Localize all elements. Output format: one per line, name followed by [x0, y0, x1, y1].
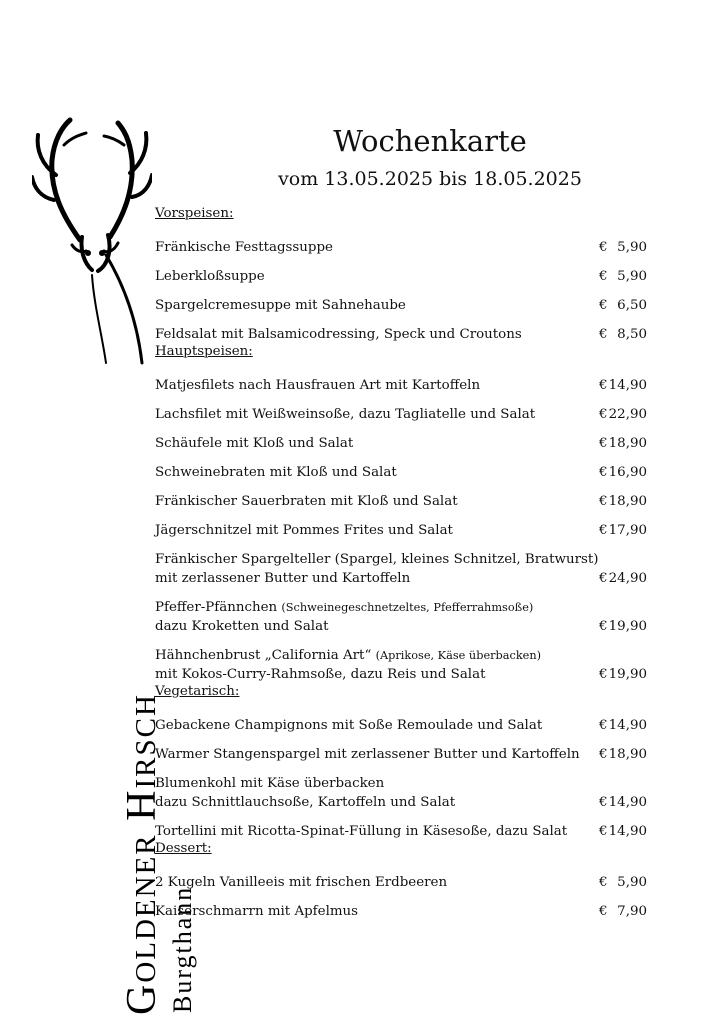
- menu-item-price: [599, 716, 647, 735]
- price-value: 24,90: [608, 571, 647, 586]
- menu-item-price: [599, 793, 647, 812]
- currency-symbol: €: [599, 875, 608, 890]
- price-value: 14,90: [608, 824, 647, 839]
- menu-item-text: Schweinebraten mit Kloß und Salat: [155, 465, 397, 480]
- currency-symbol: €: [599, 747, 608, 762]
- menu-item-text: Matjesfilets nach Hausfrauen Art mit Kartoffeln: [155, 378, 481, 393]
- menu-item-text: Fränkischer Sauerbraten mit Kloß und Salat: [155, 494, 458, 509]
- menu-item: [155, 315, 647, 344]
- menu-item-line: [155, 376, 480, 395]
- menu-item-line: [155, 550, 599, 569]
- menu-item-line: [155, 646, 541, 665]
- menu-item-line: [155, 617, 533, 636]
- price-value: 14,90: [608, 718, 647, 733]
- menu-item-note: (Aprikose, Käse überbacken): [375, 649, 542, 662]
- price-value: 5,90: [617, 875, 647, 890]
- currency-symbol: €: [599, 436, 608, 451]
- menu-item-text: Kaiserschmarrn mit Apfelmus: [155, 904, 359, 919]
- menu-item-text: Pfeffer-Pfännchen: [155, 600, 278, 615]
- menu-item-line: [155, 665, 541, 684]
- section-title: Vegetarisch:: [155, 684, 240, 699]
- price-value: 18,90: [608, 747, 647, 762]
- menu-item-price: [599, 873, 647, 892]
- menu-item-line: [155, 745, 580, 764]
- menu-item-line: [155, 463, 397, 482]
- menu-item-price: [599, 434, 647, 453]
- menu-item-text: Leberkloßsuppe: [155, 269, 265, 284]
- menu-item-line: [155, 238, 333, 257]
- menu-item: [155, 511, 647, 540]
- currency-symbol: €: [599, 240, 608, 255]
- menu-item-text: Hähnchenbrust „California Art“: [155, 648, 372, 663]
- menu-item-text: Gebackene Champignons mit Soße Remoulade und Salat: [155, 718, 543, 733]
- brand-name: Goldener Hirsch: [119, 693, 165, 1015]
- menu-item-text: Warmer Stangenspargel mit zerlassener Butter und Kartoffeln: [155, 747, 580, 762]
- currency-symbol: €: [599, 667, 608, 682]
- menu-item: [155, 453, 647, 482]
- menu-item-price: [599, 569, 647, 588]
- menu-item: [155, 482, 647, 511]
- menu-item-line: [155, 267, 265, 286]
- price-value: 14,90: [608, 795, 647, 810]
- price-value: 19,90: [608, 619, 647, 634]
- menu-item-price: [599, 267, 647, 286]
- price-value: 7,90: [617, 904, 647, 919]
- menu-item: [155, 863, 647, 892]
- price-value: 14,90: [608, 378, 647, 393]
- menu-item: [155, 366, 647, 395]
- menu-item-line: [155, 902, 358, 921]
- section-title: Dessert:: [155, 841, 212, 856]
- menu-item-description: [155, 745, 580, 764]
- menu-item-text: Feldsalat mit Balsamicodressing, Speck und Croutons: [155, 327, 522, 342]
- price-value: 5,90: [617, 240, 647, 255]
- currency-symbol: €: [599, 619, 608, 634]
- currency-symbol: €: [599, 824, 608, 839]
- menu-item: [155, 286, 647, 315]
- menu-item: [155, 424, 647, 453]
- currency-symbol: €: [599, 298, 608, 313]
- currency-symbol: €: [599, 494, 608, 509]
- menu-item-line: [155, 716, 542, 735]
- menu-item-line: [155, 405, 535, 424]
- menu-item-description: [155, 434, 353, 453]
- brand-town: Burgthann: [168, 885, 197, 1013]
- menu-item-line: [155, 492, 458, 511]
- menu-item-price: [599, 325, 647, 344]
- price-value: 6,50: [617, 298, 647, 313]
- menu-item-description: [155, 267, 265, 286]
- menu-item-description: [155, 822, 567, 841]
- page-subtitle: vom 13.05.2025 bis 18.05.2025: [278, 168, 582, 190]
- menu-item-line: [155, 774, 455, 793]
- menu-item-description: [155, 296, 406, 315]
- price-value: 22,90: [608, 407, 647, 422]
- menu-item: [155, 706, 647, 735]
- menu-item-text: Fränkischer Spargelteller (Spargel, kleines Schnitzel, Bratwurst): [155, 552, 599, 567]
- menu-item-text: Lachsfilet mit Weißweinsoße, dazu Tagliatelle und Salat: [155, 407, 536, 422]
- menu-item-price: [599, 745, 647, 764]
- menu-item-text: mit zerlassener Butter und Kartoffeln: [155, 571, 411, 586]
- menu-item: [155, 395, 647, 424]
- menu-item-line: [155, 793, 455, 812]
- menu-item-line: [155, 873, 447, 892]
- menu-item-price: [599, 521, 647, 540]
- price-value: 19,90: [608, 667, 647, 682]
- menu-item-note: (Schweinegeschnetzeltes, Pfefferrahmsoße): [281, 601, 534, 614]
- menu-item-description: [155, 550, 599, 588]
- menu-item-price: [599, 822, 647, 841]
- menu-item-description: [155, 325, 522, 344]
- price-value: 18,90: [608, 436, 647, 451]
- currency-symbol: €: [599, 269, 608, 284]
- menu-item-line: [155, 521, 453, 540]
- menu-item-description: [155, 463, 397, 482]
- price-value: 8,50: [617, 327, 647, 342]
- menu-item-price: [599, 617, 647, 636]
- menu-item-description: [155, 902, 358, 921]
- menu-item-text: mit Kokos-Curry-Rahmsoße, dazu Reis und Salat: [155, 667, 486, 682]
- menu-item: [155, 764, 647, 812]
- currency-symbol: €: [599, 795, 608, 810]
- price-value: 5,90: [617, 269, 647, 284]
- stag-head-icon: [32, 105, 152, 365]
- menu-item-description: [155, 238, 333, 257]
- menu-list: [155, 206, 647, 921]
- menu-item-price: [599, 238, 647, 257]
- menu-item: [155, 257, 647, 286]
- price-value: 18,90: [608, 494, 647, 509]
- menu-item-description: [155, 774, 455, 812]
- menu-item-line: [155, 598, 533, 617]
- menu-item-text: Spargelcremesuppe mit Sahnehaube: [155, 298, 406, 313]
- menu-item-text: dazu Kroketten und Salat: [155, 619, 329, 634]
- menu-item-price: [599, 296, 647, 315]
- currency-symbol: €: [599, 378, 608, 393]
- menu-item-text: Blumenkohl mit Käse überbacken: [155, 776, 385, 791]
- menu-item-description: [155, 646, 541, 684]
- menu-item-text: Schäufele mit Kloß und Salat: [155, 436, 354, 451]
- page-title: Wochenkarte: [333, 124, 527, 158]
- menu-item: [155, 636, 647, 684]
- menu-item-text: Tortellini mit Ricotta-Spinat-Füllung in Käsesoße, dazu Salat: [155, 824, 568, 839]
- section-title: Vorspeisen:: [155, 206, 234, 221]
- menu-item-description: [155, 873, 447, 892]
- price-value: 17,90: [608, 523, 647, 538]
- menu-item-price: [599, 376, 647, 395]
- currency-symbol: €: [599, 327, 608, 342]
- menu-item-description: [155, 492, 458, 511]
- menu-item-line: [155, 569, 599, 588]
- price-value: 16,90: [608, 465, 647, 480]
- menu-item-price: [599, 665, 647, 684]
- currency-symbol: €: [599, 523, 608, 538]
- menu-item-price: [599, 902, 647, 921]
- menu-item-line: [155, 822, 567, 841]
- menu-item: [155, 588, 647, 636]
- menu-item-text: Fränkische Festtagssuppe: [155, 240, 333, 255]
- currency-symbol: €: [599, 407, 608, 422]
- menu-item-description: [155, 598, 533, 636]
- menu-item: [155, 892, 647, 921]
- menu-item-description: [155, 716, 542, 735]
- menu-item-description: [155, 376, 480, 395]
- section-title: Hauptspeisen:: [155, 344, 253, 359]
- menu-item: [155, 228, 647, 257]
- currency-symbol: €: [599, 718, 608, 733]
- menu-item-line: [155, 325, 522, 344]
- currency-symbol: €: [599, 571, 608, 586]
- menu-item-price: [599, 463, 647, 482]
- menu-item-price: [599, 492, 647, 511]
- menu-item: [155, 812, 647, 841]
- menu-item: [155, 540, 647, 588]
- menu-item-text: 2 Kugeln Vanilleeis mit frischen Erdbeeren: [155, 875, 448, 890]
- menu-item-text: Jägerschnitzel mit Pommes Frites und Salat: [155, 523, 453, 538]
- menu-item-text: dazu Schnittlauchsoße, Kartoffeln und Salat: [155, 795, 456, 810]
- currency-symbol: €: [599, 904, 608, 919]
- menu-item-price: [599, 405, 647, 424]
- menu-item-description: [155, 521, 453, 540]
- currency-symbol: €: [599, 465, 608, 480]
- menu-item: [155, 735, 647, 764]
- menu-item-line: [155, 434, 353, 453]
- menu-item-line: [155, 296, 406, 315]
- menu-item-description: [155, 405, 535, 424]
